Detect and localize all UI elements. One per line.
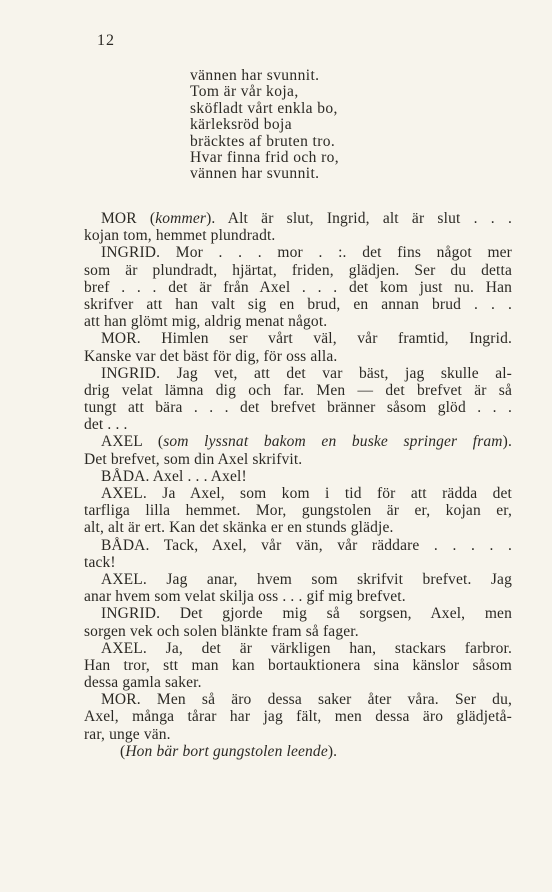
text-run: tungt att bära . . . det brefvet bränner såsom glöd . . . (84, 399, 512, 417)
poem-stanza (190, 68, 440, 183)
text-line (84, 348, 512, 365)
text-run: rar, unge vän. (84, 725, 171, 743)
text-run: kojan tom, hemmet plundradt. (84, 227, 276, 245)
text-run: MOR. Men så äro dessa saker åter våra. Ser du, (101, 691, 512, 709)
text-line (84, 743, 512, 760)
text-run: ). (327, 742, 338, 760)
poem-line: Hvar finna frid och ro, (190, 149, 340, 167)
text-run: som är plundradt, hjärtat, friden, glädjen. Ser du detta (84, 261, 512, 279)
text-line (84, 433, 512, 450)
text-line (84, 262, 512, 279)
poem-line: vännen har svunnit. (190, 67, 320, 84)
dialogue-text (84, 210, 512, 760)
text-run: drig velat lämna dig och far. Men — det brefvet är så (84, 381, 512, 399)
text-line (84, 485, 512, 502)
text-run: sorgen vek och solen blänkte fram så fager. (84, 622, 359, 640)
text-run: MOR. Himlen ser vårt väl, vår framtid, Ingrid. (101, 330, 512, 348)
text-line (84, 382, 512, 399)
text-run: bref . . . det är från Axel . . . det kom just nu. Han (84, 278, 512, 296)
text-run: Axel, många tårar har jag fält, men dessa äro glädjetå- (84, 708, 512, 726)
text-run: skrifver att han valt sig en brud, en annan brud . . . (84, 295, 512, 313)
text-run: dessa gamla saker. (84, 674, 202, 692)
text-line (84, 691, 512, 708)
text-run: AXEL ( (101, 433, 164, 451)
text-line (84, 502, 512, 519)
text-run: alt, alt är ert. Kan det skänka er en stunds glädje. (84, 519, 394, 537)
text-run: det . . . (84, 416, 128, 434)
poem-line: bräcktes af bruten tro. (190, 132, 336, 150)
text-line (84, 296, 512, 313)
text-line (84, 726, 512, 743)
text-line (84, 640, 512, 657)
stage-direction: som lyssnat bakom en buske springer fram (163, 433, 503, 451)
text-line (84, 399, 512, 416)
text-line (84, 708, 512, 725)
stage-direction: kommer (155, 210, 207, 227)
text-run: MOR ( (101, 210, 156, 227)
text-run: ). Alt är slut, Ingrid, alt är slut . . . (206, 210, 512, 227)
text-line (84, 623, 512, 640)
poem-line: kärleksröd boja (190, 116, 292, 134)
text-run: AXEL. Ja, det är värkligen han, stackars farbror. (101, 639, 512, 657)
page-number: 12 (97, 32, 115, 49)
text-line (84, 330, 512, 347)
text-line (84, 365, 512, 382)
text-run: BÅDA. Tack, Axel, vår vän, vår räddare . . . . . (101, 536, 512, 554)
text-line (84, 605, 512, 622)
poem-line: sköfladt vårt enkla bo, (190, 99, 338, 117)
text-run: AXEL. Ja Axel, som kom i tid för att rädda det (101, 485, 512, 502)
text-run: INGRID. Jag vet, att det var bäst, jag skulle al- (101, 364, 512, 382)
poem-line: Tom är vår koja, (190, 83, 299, 101)
text-run: tack! (84, 553, 116, 571)
text-run: BÅDA. Axel . . . Axel! (101, 467, 247, 485)
text-line (84, 468, 512, 485)
text-run: tarfliga lilla hemmet. Mor, gungstolen är er, kojan er, (84, 502, 512, 520)
text-line (84, 554, 512, 571)
text-run: anar hvem som velat skilja oss . . . gif mig brefvet. (84, 588, 406, 606)
text-run: ( (120, 742, 126, 760)
text-run: Det brefvet, som din Axel skrifvit. (84, 450, 303, 468)
text-run: Kanske var det bäst för dig, för oss alla. (84, 347, 338, 365)
text-run: INGRID. Det gjorde mig så sorgsen, Axel, men (101, 605, 512, 623)
text-run: Han tror, stt man kan bortauktionera sina känslor såsom (84, 656, 512, 674)
text-line (84, 279, 512, 296)
text-line (84, 519, 512, 536)
poem-line: vännen har svunnit. (190, 165, 320, 183)
text-line (84, 451, 512, 468)
text-line (84, 657, 512, 674)
text-line (84, 313, 512, 330)
text-run: INGRID. Mor . . . mor . :. det fins något mer (101, 244, 512, 262)
text-line (84, 674, 512, 691)
text-line (84, 571, 512, 588)
stage-direction: Hon bär bort gungstolen leende (125, 742, 328, 760)
text-run: att han glömt mig, aldrig menat något. (84, 313, 328, 331)
text-line (84, 227, 512, 244)
text-line (84, 244, 512, 261)
text-line (84, 588, 512, 605)
text-run: AXEL. Jag anar, hvem som skrifvit brefvet. Jag (101, 570, 512, 588)
text-line (84, 416, 512, 433)
text-run: ). (502, 433, 512, 451)
text-line (84, 210, 512, 227)
text-line (84, 537, 512, 554)
